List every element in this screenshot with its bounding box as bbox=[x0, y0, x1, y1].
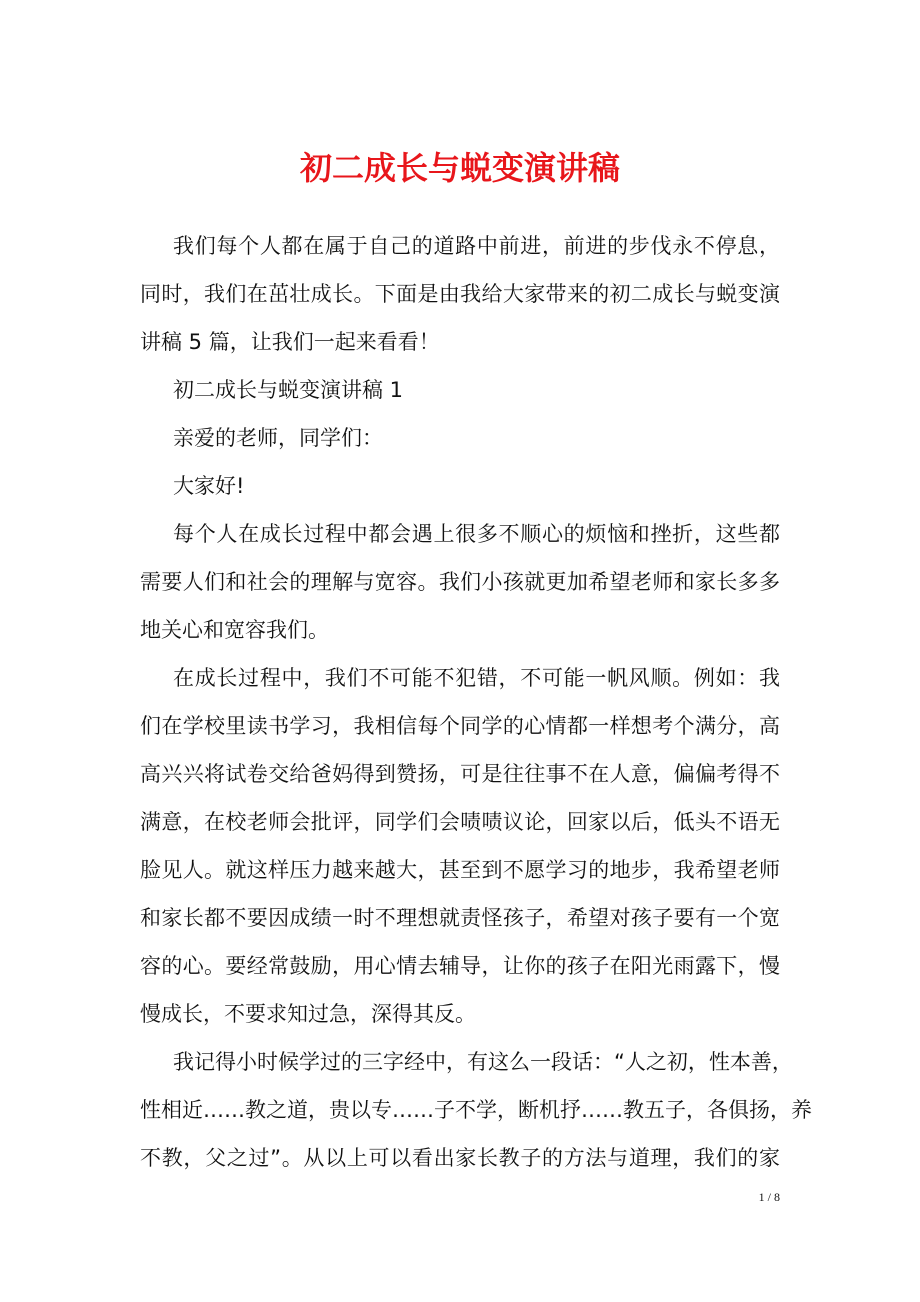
text-line: 需要人们和社会的理解与宽容。我们小孩就更加希望老师和家长多多 bbox=[140, 570, 780, 594]
document-title: 初二成长与蜕变演讲稿 bbox=[299, 149, 620, 187]
text-line: 每个人在成长过程中都会遇上很多不顺心的烦恼和挫折，这些都 bbox=[173, 522, 780, 546]
text-line: 满意，在校老师会批评，同学们会啧啧议论，回家以后，低头不语无 bbox=[140, 810, 780, 834]
text-line: 慢成长，不要求知过急，深得其反。 bbox=[140, 1002, 476, 1026]
document-body bbox=[140, 222, 812, 1182]
text-line: 我们每个人都在属于自己的道路中前进，前进的步伐永不停息， bbox=[173, 234, 780, 258]
paragraph bbox=[140, 222, 780, 366]
text-line: 容的心。要经常鼓励，用心情去辅导，让你的孩子在阳光雨露下，慢 bbox=[140, 954, 780, 978]
paragraph bbox=[140, 1038, 812, 1182]
text-line: 高兴兴将试卷交给爸妈得到赞扬，可是往往事不在人意，偏偏考得不 bbox=[140, 762, 780, 786]
paragraph bbox=[140, 366, 780, 414]
paragraph bbox=[140, 462, 780, 510]
text-line: 初二成长与蜕变演讲稿 1 bbox=[173, 378, 404, 402]
page-number: 1 / 8 bbox=[758, 1190, 780, 1204]
text-line: 性相近……教之道，贵以专……子不学，断机抒……教五子，各俱扬，养 bbox=[140, 1098, 812, 1122]
text-line: 亲爱的老师，同学们： bbox=[173, 426, 383, 450]
text-line: 在成长过程中，我们不可能不犯错，不可能一帆风顺。例如：我 bbox=[173, 666, 780, 690]
text-line: 和家长都不要因成绩一时不理想就责怪孩子，希望对孩子要有一个宽 bbox=[140, 906, 780, 930]
paragraph bbox=[140, 510, 780, 654]
text-line: 脸见人。就这样压力越来越大，甚至到不愿学习的地步，我希望老师 bbox=[140, 858, 780, 882]
text-line: 大家好! bbox=[173, 474, 245, 498]
paragraph bbox=[140, 414, 780, 462]
text-line: 不教，父之过”。从以上可以看出家长教子的方法与道理，我们的家 bbox=[140, 1146, 780, 1170]
text-line: 们在学校里读书学习，我相信每个同学的心情都一样想考个满分，高 bbox=[140, 714, 780, 738]
paragraph bbox=[140, 654, 780, 1038]
text-line: 我记得小时候学过的三字经中，有这么一段话：“人之初，性本善， bbox=[173, 1050, 793, 1074]
text-line: 同时，我们在茁壮成长。下面是由我给大家带来的初二成长与蜕变演 bbox=[140, 282, 780, 306]
text-line: 地关心和宽容我们。 bbox=[140, 618, 329, 642]
text-line: 讲稿 5 篇，让我们一起来看看！ bbox=[140, 330, 440, 354]
